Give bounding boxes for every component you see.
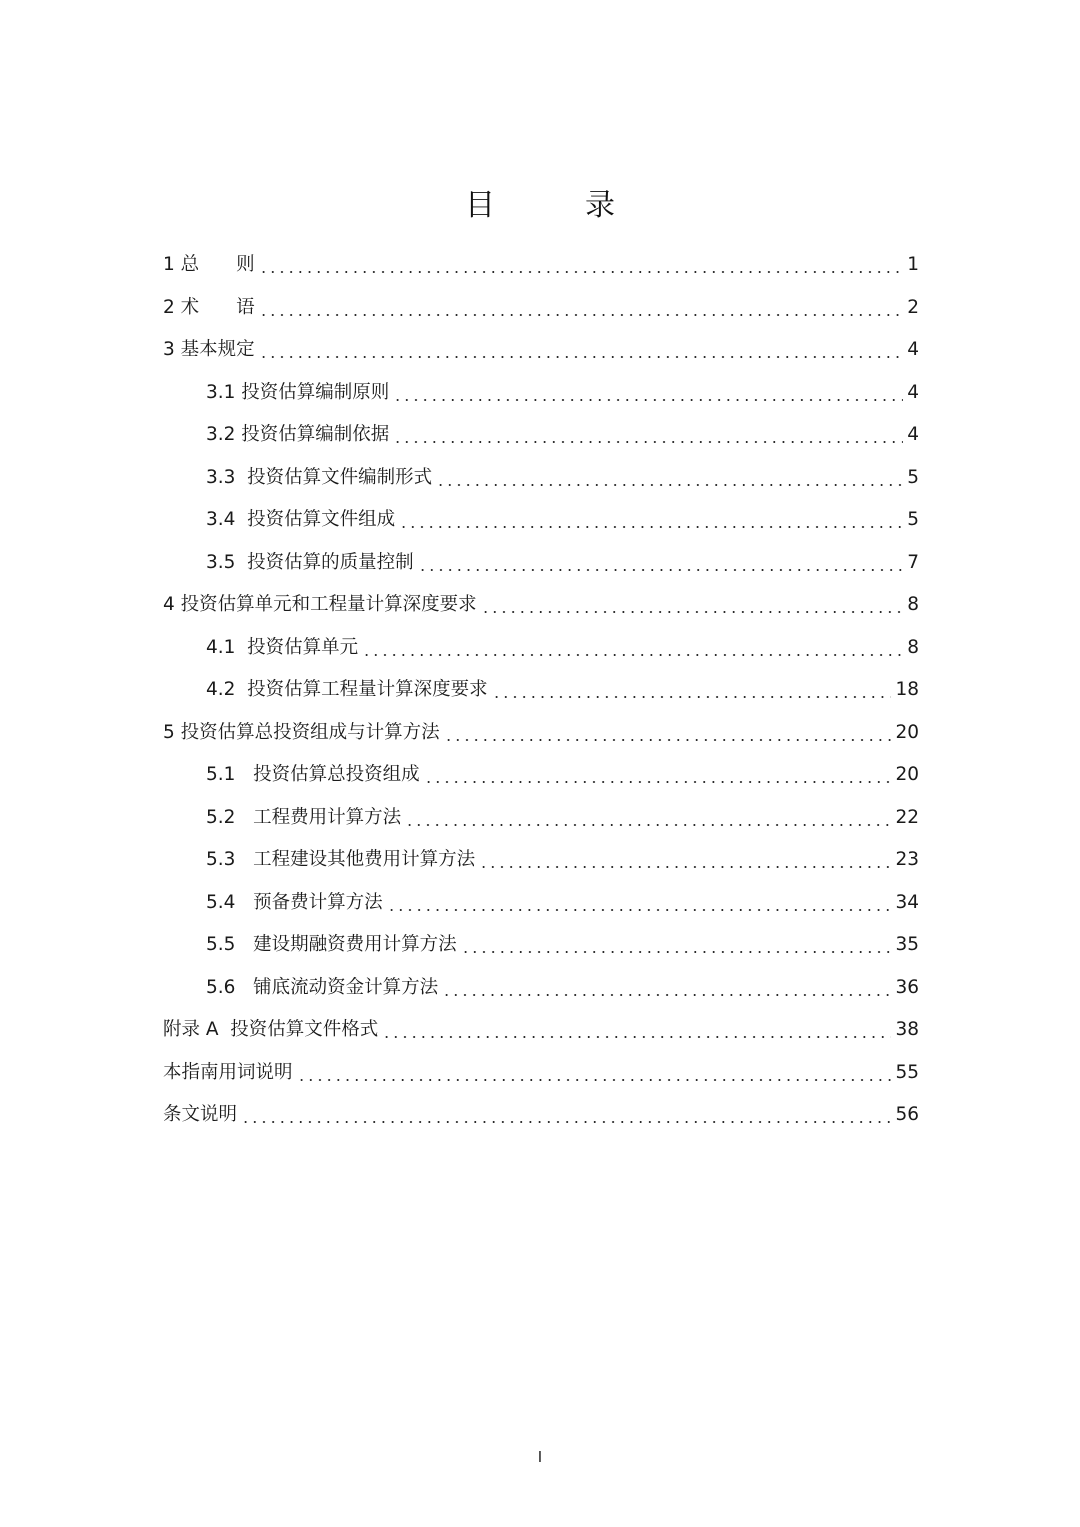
toc-entry-label: 4 投资估算单元和工程量计算深度要求 (163, 584, 479, 626)
toc-entry-label: 5.5 建设期融资费用计算方法 (206, 924, 459, 966)
toc-entry[interactable] (163, 712, 919, 755)
toc-entry-label: 附录 A 投资估算文件格式 (163, 1009, 380, 1051)
toc-entry-page: 23 (895, 849, 919, 871)
toc-dot-leader (479, 866, 891, 868)
toc-entry-label: 2 术 语 (163, 287, 257, 329)
toc-entry-label: 5.6 铺底流动资金计算方法 (206, 967, 440, 1009)
toc-entry[interactable] (163, 627, 919, 670)
toc-dot-leader (461, 951, 892, 953)
toc-entry-page: 20 (895, 721, 919, 743)
toc-entry-label: 3.3 投资估算文件编制形式 (206, 457, 434, 499)
toc-dot-leader (241, 1121, 891, 1123)
toc-dot-leader (436, 484, 903, 486)
toc-entry-label: 5.1 投资估算总投资组成 (206, 754, 422, 796)
toc-entry[interactable] (163, 329, 919, 372)
toc-entry[interactable] (163, 372, 919, 415)
toc-entry-page: 8 (907, 594, 919, 616)
toc-dot-leader (418, 569, 904, 571)
toc-entry-label: 4.2 投资估算工程量计算深度要求 (206, 669, 490, 711)
toc-dot-leader (399, 526, 903, 528)
toc-dot-leader (444, 739, 892, 741)
toc-entry[interactable] (163, 1094, 919, 1137)
toc-dot-leader (481, 611, 904, 613)
toc-dot-leader (492, 696, 892, 698)
toc-entry-page: 36 (895, 976, 919, 998)
toc-dot-leader (393, 399, 903, 401)
toc-entry[interactable] (163, 924, 919, 967)
toc-entry-label: 3.4 投资估算文件组成 (206, 499, 397, 541)
toc-entry[interactable] (163, 1009, 919, 1052)
toc-entry[interactable] (163, 754, 919, 797)
toc-entry-page: 7 (907, 551, 919, 573)
toc-entry-page: 1 (907, 254, 919, 276)
toc-list (163, 244, 919, 1137)
toc-entry-page: 2 (907, 296, 919, 318)
toc-dot-leader (382, 1036, 891, 1038)
toc-entry-page: 4 (907, 424, 919, 446)
toc-entry[interactable] (163, 797, 919, 840)
toc-entry-page: 5 (907, 509, 919, 531)
toc-entry-label: 3.1 投资估算编制原则 (206, 372, 391, 414)
toc-entry-label: 5.3 工程建设其他费用计算方法 (206, 839, 477, 881)
toc-entry-label: 条文说明 (163, 1094, 239, 1136)
toc-entry-page: 35 (895, 934, 919, 956)
toc-entry-page: 8 (907, 636, 919, 658)
toc-entry-page: 22 (895, 806, 919, 828)
toc-entry-page: 56 (895, 1104, 919, 1126)
toc-entry-label: 1 总 则 (163, 244, 257, 286)
page-number: I (537, 1448, 543, 1466)
toc-entry[interactable] (163, 967, 919, 1010)
toc-dot-leader (405, 824, 891, 826)
toc-entry[interactable] (163, 287, 919, 330)
toc-entry-label: 3.5 投资估算的质量控制 (206, 542, 416, 584)
toc-entry-page: 4 (907, 339, 919, 361)
toc-dot-leader (259, 356, 904, 358)
toc-entry[interactable] (163, 414, 919, 457)
toc-entry-page: 34 (895, 891, 919, 913)
toc-dot-leader (393, 441, 903, 443)
toc-entry-page: 4 (907, 381, 919, 403)
toc-entry-page: 38 (895, 1019, 919, 1041)
toc-entry[interactable] (163, 499, 919, 542)
toc-entry[interactable] (163, 584, 919, 627)
toc-entry[interactable] (163, 542, 919, 585)
toc-entry-page: 18 (895, 679, 919, 701)
toc-entry[interactable] (163, 457, 919, 500)
toc-dot-leader (424, 781, 892, 783)
toc-entry[interactable] (163, 244, 919, 287)
toc-dot-leader (297, 1079, 892, 1081)
toc-entry-page: 55 (895, 1061, 919, 1083)
toc-dot-leader (442, 994, 891, 996)
toc-dot-leader (387, 909, 892, 911)
toc-dot-leader (259, 314, 904, 316)
toc-entry-page: 5 (907, 466, 919, 488)
toc-entry-label: 3.2 投资估算编制依据 (206, 414, 391, 456)
toc-entry-label: 3 基本规定 (163, 329, 257, 371)
toc-entry-page: 20 (895, 764, 919, 786)
toc-title: 目 录 (465, 188, 645, 223)
toc-entry[interactable] (163, 839, 919, 882)
toc-entry-label: 5 投资估算总投资组成与计算方法 (163, 712, 442, 754)
toc-entry-label: 本指南用词说明 (163, 1052, 295, 1094)
toc-entry-label: 5.4 预备费计算方法 (206, 882, 385, 924)
toc-entry[interactable] (163, 1052, 919, 1095)
toc-entry[interactable] (163, 882, 919, 925)
toc-entry[interactable] (163, 669, 919, 712)
toc-entry-label: 5.2 工程费用计算方法 (206, 797, 403, 839)
toc-entry-label: 4.1 投资估算单元 (206, 627, 360, 669)
toc-dot-leader (259, 271, 904, 273)
toc-dot-leader (362, 654, 903, 656)
